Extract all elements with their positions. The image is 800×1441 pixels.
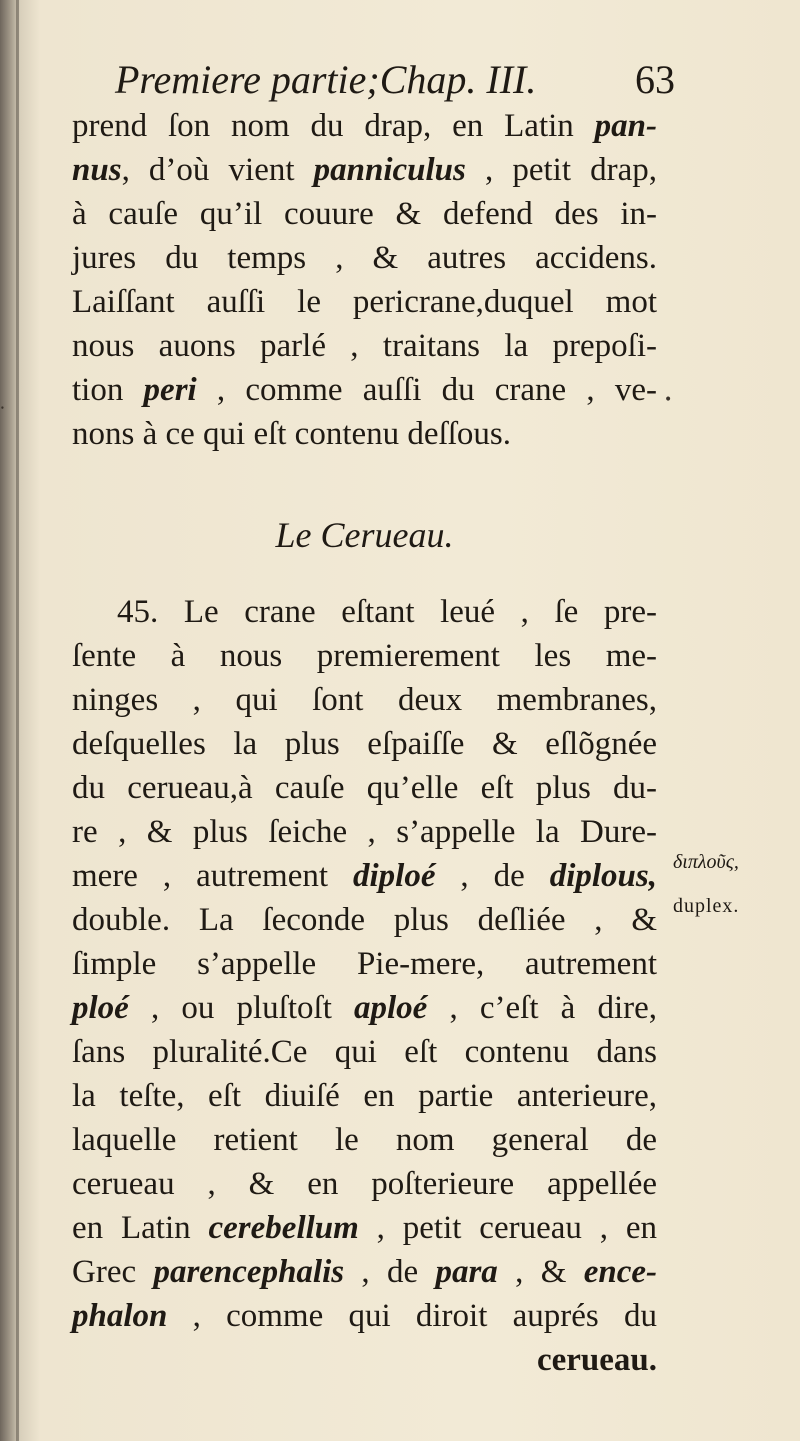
text-segment: jures du temps , & autres accidens. bbox=[72, 240, 657, 276]
italic-term: cerebellum bbox=[208, 1210, 359, 1246]
section-heading: Le Cerueau. bbox=[275, 515, 454, 555]
text-line bbox=[72, 1118, 657, 1162]
text-segment: tion bbox=[72, 372, 144, 408]
text-line bbox=[72, 1294, 657, 1338]
text-line bbox=[72, 810, 657, 854]
italic-term: phalon bbox=[72, 1298, 168, 1334]
paragraph-2 bbox=[72, 590, 657, 1382]
italic-term: pan- bbox=[594, 108, 657, 144]
text-line bbox=[72, 148, 657, 192]
text-line bbox=[72, 1030, 657, 1074]
text-line bbox=[72, 854, 657, 898]
italic-term: nus bbox=[72, 152, 122, 188]
text-segment: 45. Le crane eſtant leué , ſe pre- bbox=[117, 594, 657, 630]
text-segment: deſquelles la plus eſpaiſſe & eſlõgnée bbox=[72, 726, 657, 762]
text-segment: Grec bbox=[72, 1254, 154, 1290]
text-segment: prend ſon nom du drap, en Latin bbox=[72, 108, 595, 144]
text-line bbox=[72, 192, 657, 236]
italic-term: diploé bbox=[352, 858, 436, 894]
text-line bbox=[72, 766, 657, 810]
text-segment: , petit drap, bbox=[465, 152, 657, 188]
text-segment: , & bbox=[497, 1254, 584, 1290]
text-line bbox=[72, 280, 657, 324]
text-segment: en Latin bbox=[72, 1210, 209, 1246]
margin-note-greek: διπλοῦς, bbox=[673, 851, 739, 873]
text-segment: , comme qui diroit auprés du bbox=[167, 1298, 657, 1334]
text-segment: , ou pluſtoſt bbox=[128, 990, 355, 1026]
text-segment: laquelle retient le nom general de bbox=[72, 1122, 657, 1158]
text-segment: cerueau , & en poſterieure appellée bbox=[72, 1166, 657, 1202]
italic-term: aploé bbox=[354, 990, 428, 1026]
margin-note-latin: duplex. bbox=[673, 895, 740, 917]
text-line bbox=[72, 986, 657, 1030]
text-segment: nous auons parlé , traitans la prepoſi- bbox=[72, 328, 657, 364]
page-gutter bbox=[16, 0, 19, 1441]
text-line bbox=[72, 590, 657, 634]
text-line bbox=[72, 368, 657, 412]
italic-term: panniculus bbox=[313, 152, 466, 188]
italic-term: para bbox=[435, 1254, 498, 1290]
text-segment: Laiſſant auſſi le pericrane,duquel mot bbox=[72, 284, 657, 320]
italic-term: diplous, bbox=[549, 858, 657, 894]
text-segment: , c’eſt à dire, bbox=[427, 990, 658, 1026]
paragraph-1 bbox=[72, 104, 657, 456]
text-line bbox=[72, 412, 657, 456]
text-segment: , d’où vient bbox=[121, 152, 314, 188]
text-segment: ninges , qui ſont deux membranes, bbox=[72, 682, 657, 718]
text-segment: ſente à nous premierement les me- bbox=[72, 638, 657, 674]
page-number: 63 bbox=[635, 57, 675, 102]
text-line bbox=[72, 104, 657, 148]
running-header bbox=[115, 52, 675, 108]
text-line bbox=[72, 236, 657, 280]
text-segment: ſimple s’appelle Pie-mere, autrement bbox=[72, 946, 657, 982]
text-line bbox=[72, 1250, 657, 1294]
text-line bbox=[72, 898, 657, 942]
text-line bbox=[72, 1162, 657, 1206]
running-title: Premiere partie;Chap. III. bbox=[115, 57, 537, 102]
text-line bbox=[72, 678, 657, 722]
margin-mark: ⸱ bbox=[0, 398, 5, 419]
italic-term: parencephalis bbox=[153, 1254, 345, 1290]
italic-term: peri bbox=[143, 372, 197, 408]
text-line bbox=[72, 722, 657, 766]
text-segment: à cauſe qu’il couure & defend des in- bbox=[72, 196, 657, 232]
margin-mark: • bbox=[664, 392, 673, 408]
text-segment: du cerueau,à cauſe qu’elle eſt plus du- bbox=[72, 770, 657, 806]
text-line bbox=[72, 1206, 657, 1250]
text-segment: mere , autrement bbox=[72, 858, 353, 894]
text-segment: re , & plus ſeiche , s’appelle la Dure- bbox=[72, 814, 657, 850]
text-line bbox=[72, 1074, 657, 1118]
text-segment: double. La ſeconde plus deſliée , & bbox=[72, 902, 657, 938]
text-segment: cerueau. bbox=[536, 1342, 657, 1378]
text-segment: ſans pluralité.Ce qui eſt contenu dans bbox=[72, 1034, 657, 1070]
text-line bbox=[72, 942, 657, 986]
text-segment: nons à ce qui eſt contenu deſſous. bbox=[72, 416, 511, 452]
text-segment: , petit cerueau , en bbox=[358, 1210, 657, 1246]
text-segment: , de bbox=[435, 858, 550, 894]
text-line bbox=[72, 324, 657, 368]
italic-term: ence- bbox=[583, 1254, 657, 1290]
text-line bbox=[72, 634, 657, 678]
text-segment: , comme auſſi du crane , ve- bbox=[196, 372, 657, 408]
text-segment: la teſte, eſt diuiſé en partie anterieure, bbox=[72, 1078, 657, 1114]
text-line bbox=[72, 1338, 657, 1382]
text-segment: , de bbox=[344, 1254, 436, 1290]
italic-term: ploé bbox=[72, 990, 129, 1026]
